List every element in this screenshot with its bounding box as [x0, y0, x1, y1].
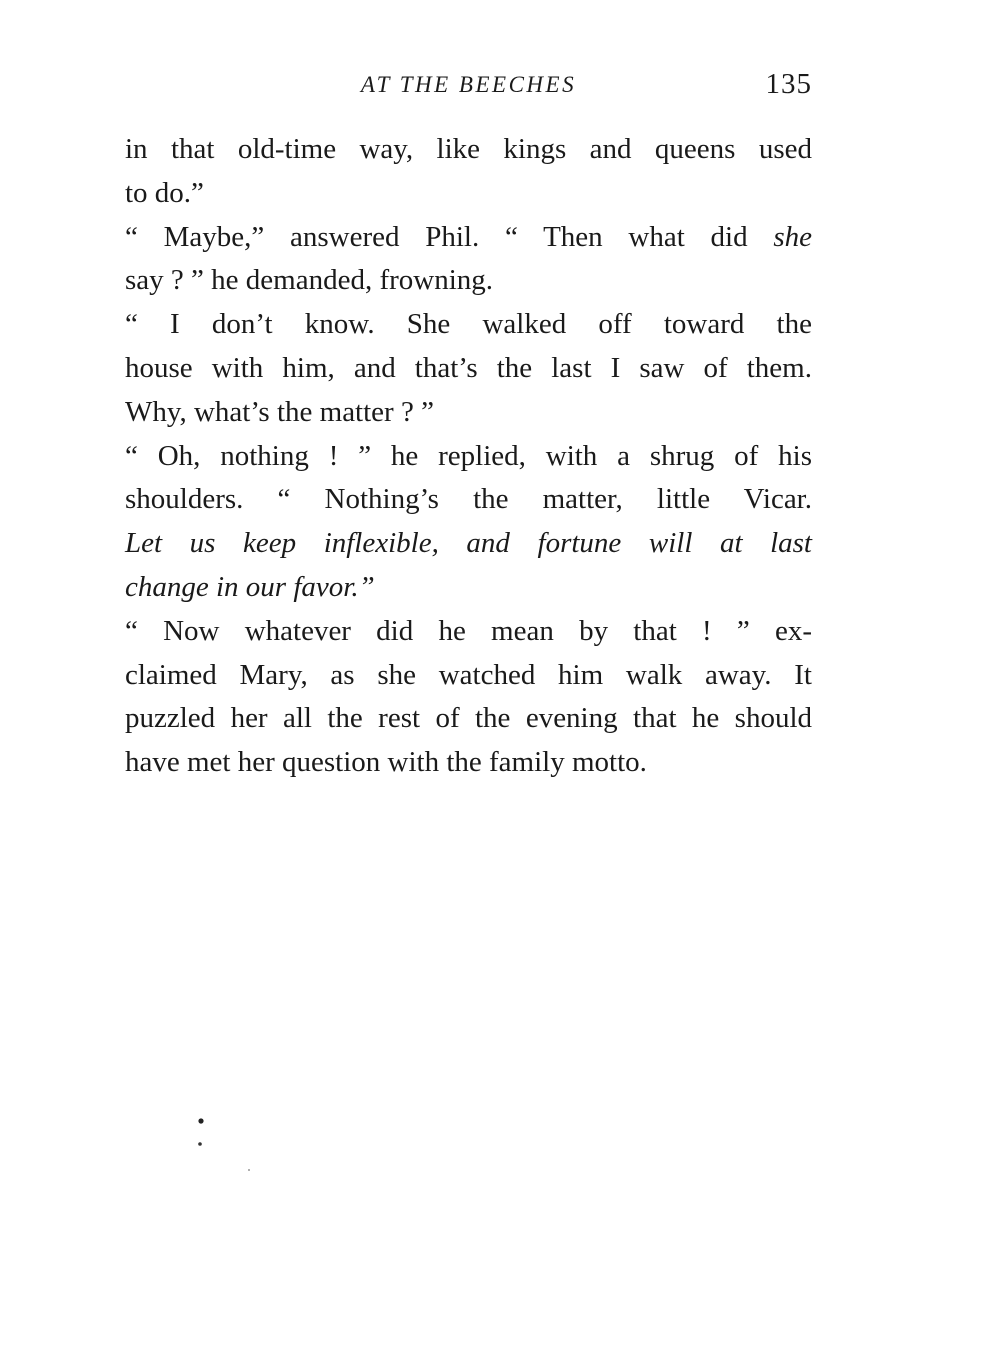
text-line: Why, what’s the matter ? ” — [125, 395, 434, 428]
text-line: puzzled her all the rest of the evening that he should — [125, 702, 812, 735]
text-line: to do.” — [125, 176, 204, 209]
running-head — [125, 68, 812, 108]
scan-speck — [198, 1142, 202, 1146]
page-number: 135 — [765, 68, 812, 100]
body-text — [125, 128, 812, 785]
text-line: “ Oh, nothing ! ” he replied, with a shrug of his — [125, 439, 812, 472]
text-line: house with him, and that’s the last I saw of them. — [125, 351, 812, 384]
text-line: shoulders. “ Nothing’s the matter, little Vicar. — [125, 483, 812, 516]
text-line: have met her question with the family motto. — [125, 746, 647, 779]
scan-speck — [198, 1118, 203, 1123]
text-line: “ Maybe,” answered Phil. “ Then what did she — [125, 220, 812, 253]
italic-emphasis: she — [773, 220, 812, 253]
scan-speck — [248, 1169, 250, 1171]
text-line: say ? ” he demanded, frowning. — [125, 264, 494, 297]
italic-text-line: change in our favor.” — [125, 570, 375, 603]
running-title: AT THE BEECHES — [360, 72, 577, 97]
text-line: “ I don’t know. She walked off toward the — [125, 308, 812, 341]
text-line: “ Now whatever did he mean by that ! ” ex- — [125, 614, 812, 647]
text-line: in that old-time way, like kings and queens used — [125, 133, 812, 165]
text-line: claimed Mary, as she watched him walk away. It — [125, 658, 812, 691]
italic-text-line: Let us keep inflexible, and fortune will at last — [125, 527, 812, 560]
